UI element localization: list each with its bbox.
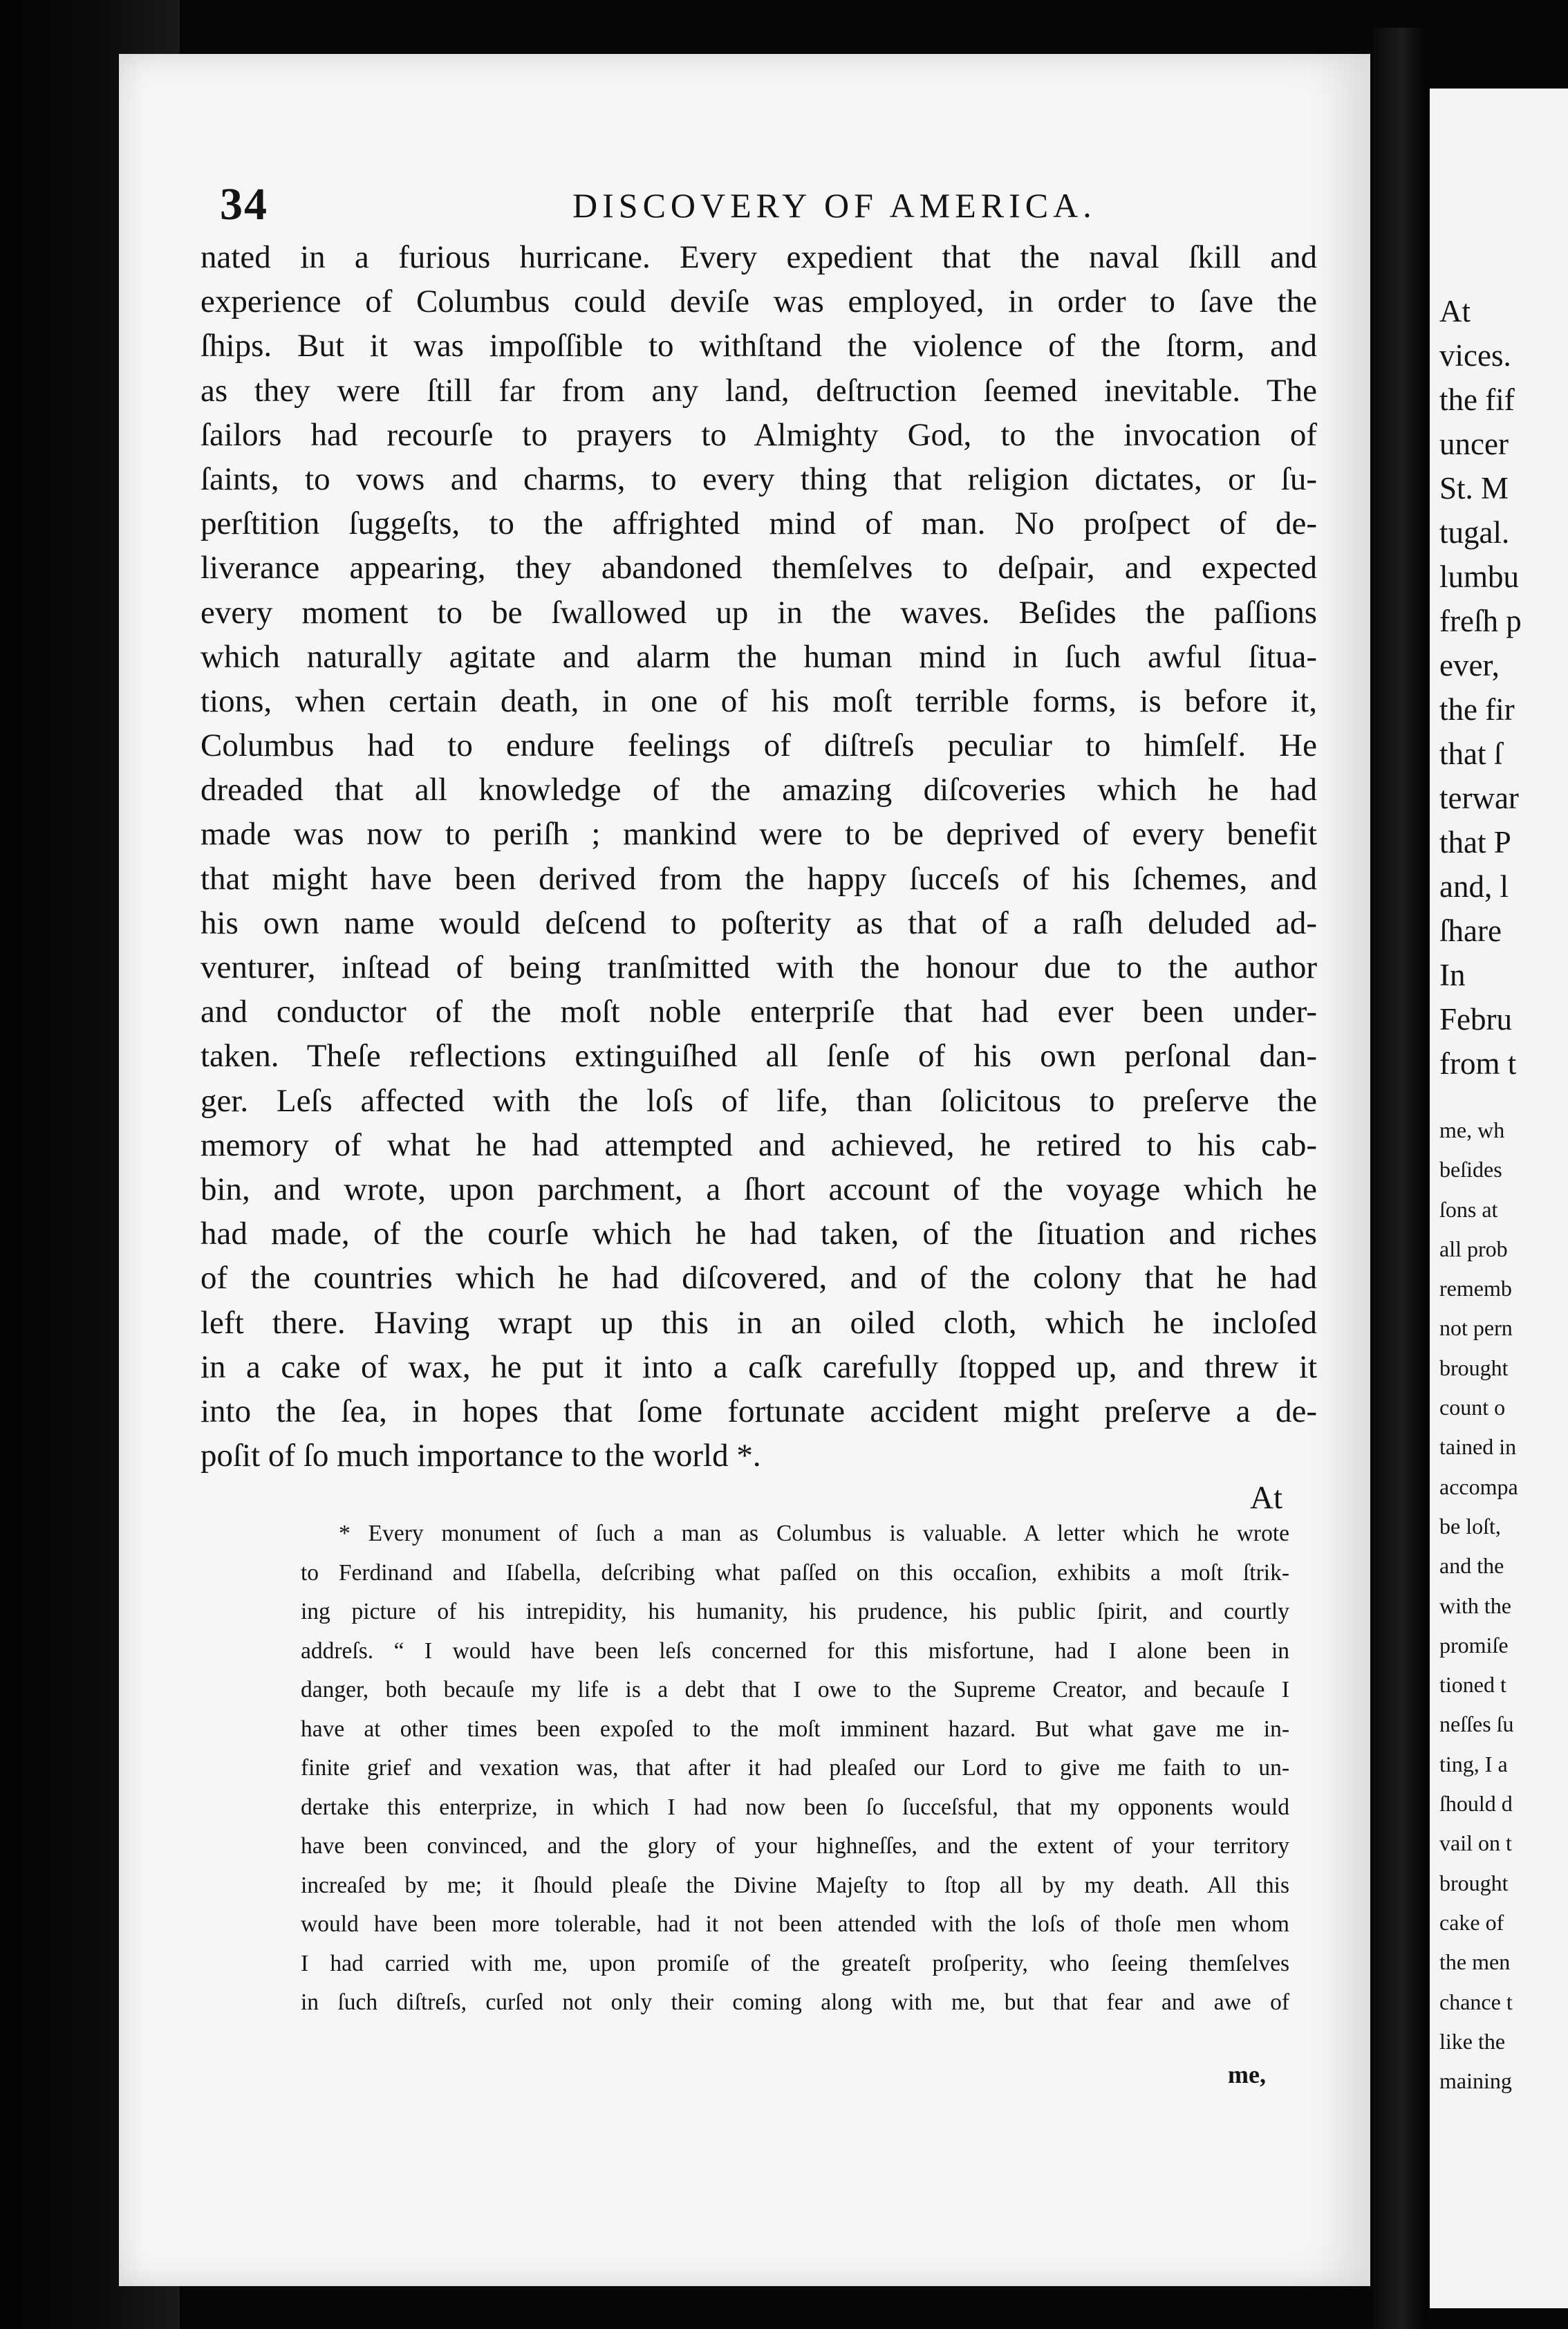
next-page-body-line: the fif (1439, 382, 1515, 417)
footnote-line: increaſed by me; it ſhould pleaſe the Divine Majeſty to ſtop all by my death. All this (301, 1872, 1289, 1898)
body-line: left there. Having wrapt up this in an oiled cloth, which he incloſed (200, 1304, 1317, 1341)
next-page-body-line: St. M (1439, 471, 1509, 505)
body-text (200, 235, 1317, 1478)
next-page-footnote-line: neſſes ſu (1439, 1711, 1514, 1737)
footnote-line: to Ferdinand and Iſabella, deſcribing what paſſed on this occaſion, exhibits a moſt ſtrik- (301, 1559, 1289, 1586)
body-line: every moment to be ſwallowed up in the waves. Beſides the paſſions (200, 594, 1317, 631)
next-page-body-line: lumbu (1439, 559, 1520, 594)
body-line: in a cake of wax, he put it into a caſk carefully ſtopped up, and threw it (200, 1348, 1317, 1385)
next-page-footnote-line: all prob (1439, 1236, 1508, 1261)
page-number: 34 (220, 179, 268, 230)
next-page-footnote-line: brought (1439, 1355, 1509, 1380)
next-page-footnote-line: beſides (1439, 1157, 1502, 1182)
next-page-footnote-line: tioned t (1439, 1672, 1506, 1698)
footnote (301, 1514, 1289, 2023)
footnote-line: dertake this enterprize, in which I had now been ſo ſucceſsful, that my opponents would (301, 1794, 1289, 1820)
body-line: ger. Leſs affected with the loſs of life, than ſolicitous to preſerve the (200, 1082, 1317, 1119)
book-page-right-fragment (1430, 89, 1568, 2308)
footnote-line: finite grief and vexation was, that after it had pleaſed our Lord to give me faith to un- (301, 1755, 1289, 1781)
next-page-body-line: uncer (1439, 427, 1509, 461)
body-line: memory of what he had attempted and achieved, he retired to his cab- (200, 1126, 1317, 1163)
body-line: dreaded that all knowledge of the amazing diſcoveries which he had (200, 772, 1317, 808)
next-page-footnote-line: ſons at (1439, 1196, 1498, 1222)
footnote-line: I had carried with me, upon promiſe of the greateſt proſperity, who ſeeing themſelves (301, 1950, 1289, 1976)
body-line: his own name would deſcend to poſterity as that of a raſh deluded ad- (200, 904, 1317, 941)
body-line: had made, of the courſe which he had taken, of the ſituation and riches (200, 1216, 1317, 1252)
body-line: made was now to periſh ; mankind were to be deprived of every benefit (200, 816, 1317, 853)
next-page-footnote-line: ting, I a (1439, 1751, 1508, 1776)
next-page-gap (1439, 1086, 1568, 1111)
body-line: which naturally agitate and alarm the human mind in ſuch awful ſitua- (200, 638, 1317, 675)
body-line: as they were ſtill far from any land, deſtruction ſeemed inevitable. The (200, 372, 1317, 409)
footnote-line: in ſuch diſtreſs, curſed not only their coming along with me, but that fear and awe of (301, 1989, 1289, 2015)
body-line: venturer, inſtead of being tranſmitted with the honour due to the author (200, 949, 1317, 985)
next-page-body-line: freſh p (1439, 604, 1522, 638)
footnote-line: have been convinced, and the glory of your highneſſes, and the extent of your territory (301, 1833, 1289, 1859)
next-page-footnote-line: ſhould d (1439, 1791, 1513, 1817)
body-line: liverance appearing, they abandoned themſelves to deſpair, and expected (200, 550, 1317, 586)
running-title: DISCOVERY OF AMERICA. (572, 186, 1096, 225)
next-page-body-line: and, l (1439, 869, 1509, 904)
body-line: ſhips. But it was impoſſible to withſtand the violence of the ſtorm, and (200, 328, 1317, 364)
body-line: Columbus had to endure feelings of diſtreſs peculiar to himſelf. He (200, 727, 1317, 764)
next-page-footnote-line: the men (1439, 1949, 1511, 1975)
body-line: experience of Columbus could deviſe was employed, in order to ſave the (200, 284, 1317, 320)
next-page-footnote-line: chance t (1439, 1989, 1513, 2014)
body-line: tions, when certain death, in one of his moſt terrible forms, is before it, (200, 683, 1317, 719)
catchword: At (1250, 1480, 1282, 1516)
next-page-body-line: tugal. (1439, 515, 1510, 550)
next-page-footnote-line: accompa (1439, 1474, 1518, 1499)
next-page-body-line: ſhare (1439, 913, 1502, 948)
footnote-line: ing picture of his intrepidity, his humanity, his prudence, his public ſpirit, and courtly (301, 1599, 1289, 1624)
body-line: of the countries which he had diſcovered, and of the colony that he had (200, 1260, 1317, 1297)
next-page-footnote-line: count o (1439, 1395, 1506, 1420)
next-page-footnote-line: like the (1439, 2028, 1506, 2054)
book-spine-shadow (1372, 28, 1426, 2329)
body-line: ſailors had recourſe to prayers to Almighty God, to the invocation of (200, 416, 1317, 453)
next-page-body-line: that ſ (1439, 736, 1503, 771)
body-line: taken. Theſe reflections extinguiſhed all ſenſe of his own perſonal dan- (200, 1038, 1317, 1075)
body-line: ſaints, to vows and charms, to every thing that religion dictates, or ſu- (200, 461, 1317, 497)
next-page-body-line: In (1439, 958, 1466, 992)
next-page-text (1439, 289, 1568, 2101)
footnote-line: would have been more tolerable, had it not been attended with the loſs of thoſe men whom (301, 1911, 1289, 1937)
footnote-catchword: me, (1228, 2061, 1266, 2088)
next-page-footnote-line: not pern (1439, 1315, 1513, 1341)
body-line: perſtition ſuggeſts, to the affrighted mind of man. No proſpect of de- (200, 505, 1317, 542)
footnote-line: addreſs. “ I would have been leſs concerned for this misfortune, had I alone been in (301, 1637, 1289, 1664)
body-line: and conductor of the moſt noble enterpriſe that had ever been under- (200, 994, 1317, 1030)
next-page-footnote-line: me, wh (1439, 1117, 1505, 1142)
footnote-line: * Every monument of ſuch a man as Columbus is valuable. A letter which he wrote (339, 1521, 1289, 1546)
next-page-footnote-line: tained in (1439, 1434, 1517, 1460)
next-page-footnote-line: be loſt, (1439, 1513, 1501, 1539)
next-page-body-line: from t (1439, 1046, 1517, 1081)
body-line: that might have been derived from the happy ſucceſs of his ſchemes, and (200, 860, 1317, 897)
next-page-footnote-line: vail on t (1439, 1830, 1512, 1856)
next-page-footnote-line: with the (1439, 1593, 1511, 1618)
next-page-body-line: vices. (1439, 338, 1511, 373)
next-page-footnote-line: and the (1439, 1553, 1504, 1579)
next-page-body-line: that P (1439, 825, 1511, 860)
footnote-line: have at other times been expoſed to the moſt imminent hazard. But what gave me in- (301, 1716, 1289, 1742)
next-page-footnote-line: promiſe (1439, 1632, 1509, 1658)
next-page-body-line: terwar (1439, 781, 1519, 815)
next-page-footnote-line: cake of (1439, 1909, 1504, 1935)
running-head (220, 178, 1312, 234)
body-line: poſit of ſo much importance to the world *. (200, 1438, 761, 1474)
body-line: bin, and wrote, upon parchment, a ſhort account of the voyage which he (200, 1171, 1317, 1207)
body-line: nated in a furious hurricane. Every expedient that the naval ſkill and (200, 239, 1317, 275)
body-line: into the ſea, in hopes that ſome fortunate accident might preſerve a de- (200, 1393, 1317, 1429)
next-page-footnote-line: rememb (1439, 1276, 1512, 1301)
footnote-line: danger, both becauſe my life is a debt that I owe to the Supreme Creator, and becauſe I (301, 1677, 1289, 1702)
next-page-footnote-line: brought (1439, 1870, 1509, 1895)
next-page-body-line: At (1439, 294, 1471, 328)
next-page-footnote-line: maining (1439, 2068, 1512, 2094)
next-page-body-line: the fir (1439, 692, 1515, 727)
next-page-body-line: ever, (1439, 648, 1500, 683)
next-page-body-line: Febru (1439, 1002, 1512, 1037)
